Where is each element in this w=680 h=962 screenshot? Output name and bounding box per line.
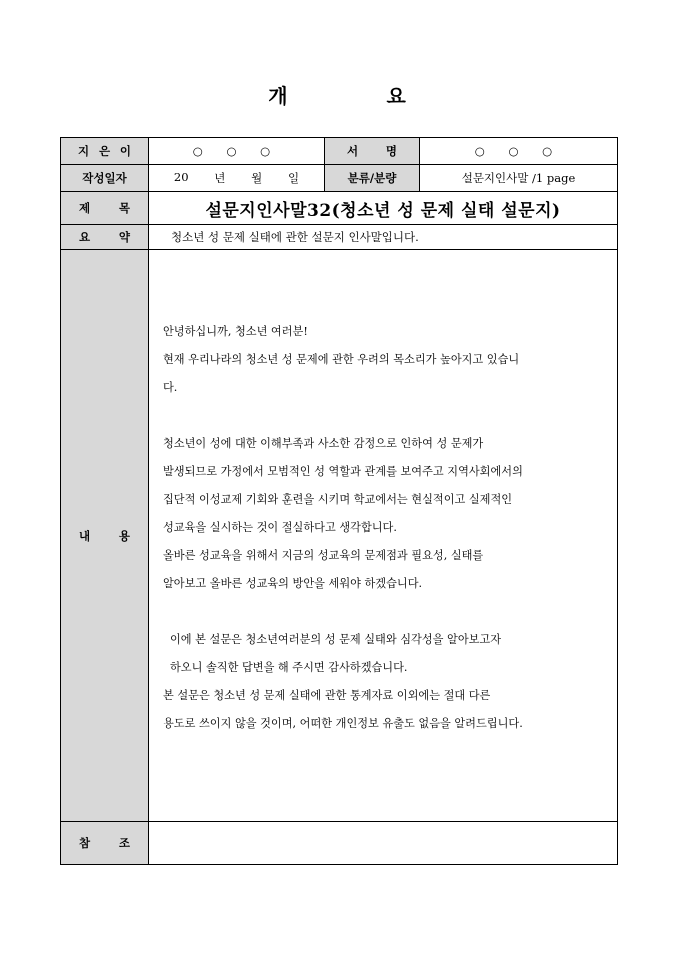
content-row [61,250,618,822]
reference-row [61,822,618,865]
reference-value [149,822,618,865]
date-label: 작성일자 [61,165,149,192]
reference-label: 참 조 [61,822,149,865]
content-line: 이에 본 설문은 청소년여러분의 성 문제 실태와 심각성을 알아보고자 [170,633,502,646]
content-line: 본 설문은 청소년 성 문제 실태에 관한 통계자료 이외에는 절대 다른 [163,689,491,702]
summary-label: 요 약 [61,225,149,250]
signature-value: ○ ○ ○ [420,138,618,165]
content-line: 용도로 쓰이지 않을 것이며, 어떠한 개인정보 유출도 없음을 알려드립니다. [163,717,523,730]
content-line: 다. [163,381,178,394]
overview-table [60,137,618,865]
content-line: 현재 우리나라의 청소년 성 문제에 관한 우려의 목소리가 높아지고 있습니 [163,353,520,366]
signature-label: 서 명 [325,138,420,165]
content-gap [163,598,607,626]
content-gap [163,402,607,430]
content-line: 집단적 이성교제 기회와 훈련을 시키며 학교에서는 현실적이고 실제적인 [163,493,513,506]
date-value: 20 년 월 일 [149,165,325,192]
content-body [149,250,618,822]
subject-value: 설문지인사말32(청소년 성 문제 실태 설문지) [149,192,618,225]
document-title: 개 요 [268,84,452,108]
category-value: 설문지인사말 /1 page [420,165,618,192]
date-row [61,165,618,192]
content-line: 청소년이 성에 대한 이해부족과 사소한 감정으로 인하여 성 문제가 [163,437,484,450]
subject-row [61,192,618,225]
content-line: 성교육을 실시하는 것이 절실하다고 생각합니다. [163,521,397,534]
summary-row [61,225,618,250]
content-line: 올바른 성교육을 위해서 지금의 성교육의 문제점과 필요성, 실태를 [163,549,484,562]
summary-value: 청소년 성 문제 실태에 관한 설문지 인사말입니다. [149,225,618,250]
author-value: ○ ○ ○ [149,138,325,165]
author-label: 지 은 이 [61,138,149,165]
subject-label: 제 목 [61,192,149,225]
content-line: 안녕하십니까, 청소년 여러분! [163,325,308,338]
category-label: 분류/분량 [325,165,420,192]
content-line: 하오니 솔직한 답변을 해 주시면 감사하겠습니다. [170,661,408,674]
author-row [61,138,618,165]
content-text [149,250,617,738]
content-line: 알아보고 올바른 성교육의 방안을 세워야 하겠습니다. [163,577,423,590]
content-label: 내 용 [61,250,149,822]
content-line: 발생되므로 가정에서 모범적인 성 역할과 관계를 보여주고 지역사회에서의 [163,465,523,478]
